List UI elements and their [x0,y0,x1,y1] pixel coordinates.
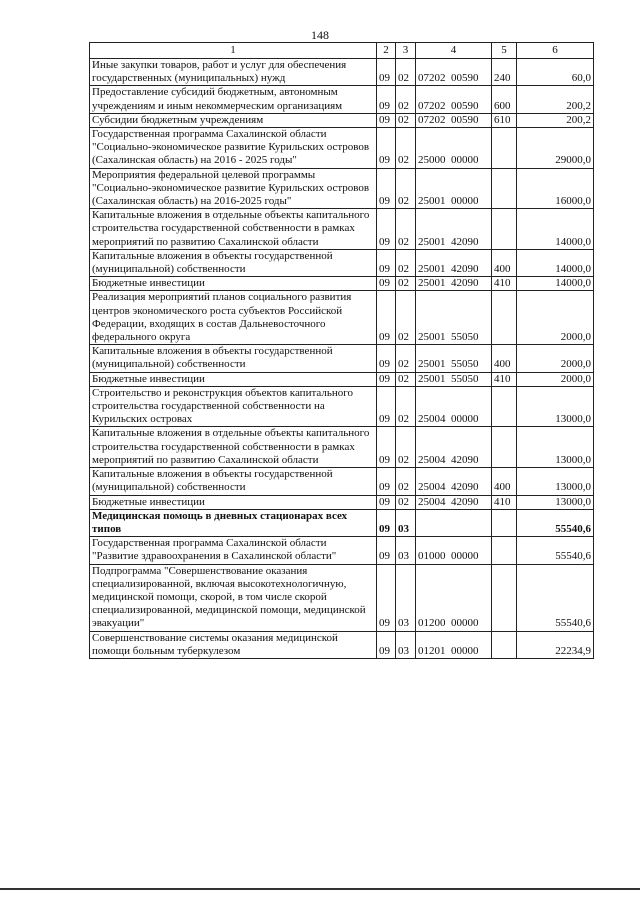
amount-cell: 2000,0 [517,345,594,372]
target-article-cell [416,509,492,536]
section-cell: 09 [377,372,396,386]
section-cell: 09 [377,509,396,536]
section-cell: 09 [377,209,396,250]
column-header: 5 [492,43,517,59]
page-number: 148 [311,28,329,42]
table-row [90,631,594,658]
section-cell: 09 [377,386,396,427]
row-name-cell: Бюджетные инвестиции [90,277,377,291]
section-cell: 09 [377,277,396,291]
table-row [90,345,594,372]
row-name-cell: Капитальные вложения в отдельные объекты капитального строительства государственной собственности в рамках мероприятий по развитию Сахалинской области [90,427,377,468]
expense-type-cell [492,509,517,536]
target-article-cell: 25001 00000 [416,168,492,209]
row-name-cell: Капитальные вложения в объекты государственной (муниципальной) собственности [90,249,377,276]
expense-type-cell [492,128,517,169]
target-article-cell: 07202 00590 [416,113,492,127]
subsection-cell: 02 [396,495,416,509]
row-name-cell: Реализация мероприятий планов социального развития центров экономического роста субъектов Российской Федерации, входящих в состав Дальневосточного федерального округа [90,291,377,345]
table-row [90,249,594,276]
table-row [90,537,594,564]
page-bottom-rule [0,888,640,890]
expense-type-cell: 410 [492,495,517,509]
row-name-cell: Иные закупки товаров, работ и услуг для обеспечения государственных (муниципальных) нужд [90,59,377,86]
table-row [90,59,594,86]
expense-type-cell: 410 [492,372,517,386]
section-cell: 09 [377,168,396,209]
subsection-cell: 03 [396,509,416,536]
expense-type-cell: 410 [492,277,517,291]
amount-cell: 29000,0 [517,128,594,169]
table-row [90,168,594,209]
amount-cell: 13000,0 [517,495,594,509]
table-row [90,128,594,169]
table-header-row [90,43,594,59]
table-row [90,468,594,495]
section-cell: 09 [377,537,396,564]
expense-type-cell [492,537,517,564]
column-header: 4 [416,43,492,59]
section-cell: 09 [377,86,396,113]
subsection-cell: 02 [396,113,416,127]
table-row [90,86,594,113]
section-cell: 09 [377,345,396,372]
expense-type-cell: 400 [492,249,517,276]
expense-type-cell [492,168,517,209]
target-article-cell: 07202 00590 [416,86,492,113]
target-article-cell: 25001 42090 [416,277,492,291]
target-article-cell: 25004 42090 [416,468,492,495]
expense-type-cell: 610 [492,113,517,127]
target-article-cell: 25001 42090 [416,249,492,276]
row-name-cell: Субсидии бюджетным учреждениям [90,113,377,127]
table-row [90,509,594,536]
subsection-cell: 02 [396,128,416,169]
expense-type-cell [492,209,517,250]
expense-type-cell [492,386,517,427]
amount-cell: 55540,6 [517,509,594,536]
row-name-cell: Мероприятия федеральной целевой программы "Социально-экономическое развитие Курильских островов (Сахалинская область) на 2016-2025 годы" [90,168,377,209]
row-name-cell: Бюджетные инвестиции [90,495,377,509]
expense-type-cell: 240 [492,59,517,86]
table-row [90,386,594,427]
amount-cell: 60,0 [517,59,594,86]
section-cell: 09 [377,427,396,468]
target-article-cell: 25001 42090 [416,209,492,250]
section-cell: 09 [377,128,396,169]
amount-cell: 2000,0 [517,372,594,386]
section-cell: 09 [377,249,396,276]
target-article-cell: 01201 00000 [416,631,492,658]
target-article-cell: 07202 00590 [416,59,492,86]
section-cell: 09 [377,495,396,509]
subsection-cell: 02 [396,59,416,86]
expense-type-cell [492,631,517,658]
subsection-cell: 02 [396,209,416,250]
column-header: 6 [517,43,594,59]
row-name-cell: Капитальные вложения в объекты государственной (муниципальной) собственности [90,468,377,495]
section-cell: 09 [377,291,396,345]
target-article-cell: 25001 55050 [416,345,492,372]
target-article-cell: 25004 00000 [416,386,492,427]
table-row [90,372,594,386]
row-name-cell: Капитальные вложения в объекты государственной (муниципальной) собственности [90,345,377,372]
expense-type-cell [492,291,517,345]
subsection-cell: 02 [396,427,416,468]
table-row [90,113,594,127]
subsection-cell: 02 [396,291,416,345]
row-name-cell: Совершенствование системы оказания медицинской помощи больным туберкулезом [90,631,377,658]
target-article-cell: 25001 55050 [416,372,492,386]
row-name-cell: Подпрограмма "Совершенствование оказания специализированной, включая высокотехнологичную, медицинской помощи, скорой, в том числе скорой специализированной, медицинской помощи, медицинской эвакуации" [90,564,377,631]
row-name-cell: Государственная программа Сахалинской области "Социально-экономическое развитие Курильских островов (Сахалинская область) на 2016 - 2025 годы" [90,128,377,169]
row-name-cell: Предоставление субсидий бюджетным, автономным учреждениям и иным некоммерческим организациям [90,86,377,113]
amount-cell: 13000,0 [517,468,594,495]
target-article-cell: 25004 42090 [416,427,492,468]
expense-type-cell: 600 [492,86,517,113]
target-article-cell: 01200 00000 [416,564,492,631]
subsection-cell: 02 [396,168,416,209]
section-cell: 09 [377,631,396,658]
amount-cell: 2000,0 [517,291,594,345]
section-cell: 09 [377,59,396,86]
subsection-cell: 02 [396,386,416,427]
row-name-cell: Бюджетные инвестиции [90,372,377,386]
row-name-cell: Медицинская помощь в дневных стационарах всех типов [90,509,377,536]
table-row [90,291,594,345]
column-header: 1 [90,43,377,59]
amount-cell: 200,2 [517,86,594,113]
target-article-cell: 25001 55050 [416,291,492,345]
subsection-cell: 03 [396,564,416,631]
expense-type-cell [492,564,517,631]
amount-cell: 14000,0 [517,209,594,250]
row-name-cell: Государственная программа Сахалинской области "Развитие здравоохранения в Сахалинской области" [90,537,377,564]
table-row [90,277,594,291]
subsection-cell: 02 [396,249,416,276]
subsection-cell: 03 [396,537,416,564]
column-header: 3 [396,43,416,59]
subsection-cell: 02 [396,468,416,495]
row-name-cell: Строительство и реконструкция объектов капитального строительства государственной собственности на Курильских островах [90,386,377,427]
expense-type-cell: 400 [492,468,517,495]
column-header: 2 [377,43,396,59]
amount-cell: 13000,0 [517,386,594,427]
section-cell: 09 [377,113,396,127]
subsection-cell: 03 [396,631,416,658]
table-row [90,209,594,250]
subsection-cell: 02 [396,345,416,372]
amount-cell: 14000,0 [517,277,594,291]
expense-type-cell [492,427,517,468]
table-row [90,427,594,468]
row-name-cell: Капитальные вложения в отдельные объекты капитального строительства государственной собственности в рамках мероприятий по развитию Сахалинской области [90,209,377,250]
budget-table [89,42,594,659]
section-cell: 09 [377,468,396,495]
subsection-cell: 02 [396,277,416,291]
target-article-cell: 25000 00000 [416,128,492,169]
subsection-cell: 02 [396,86,416,113]
section-cell: 09 [377,564,396,631]
table-row [90,495,594,509]
amount-cell: 22234,9 [517,631,594,658]
amount-cell: 200,2 [517,113,594,127]
target-article-cell: 01000 00000 [416,537,492,564]
table-row [90,564,594,631]
subsection-cell: 02 [396,372,416,386]
target-article-cell: 25004 42090 [416,495,492,509]
amount-cell: 16000,0 [517,168,594,209]
amount-cell: 55540,6 [517,537,594,564]
amount-cell: 55540,6 [517,564,594,631]
amount-cell: 13000,0 [517,427,594,468]
expense-type-cell: 400 [492,345,517,372]
amount-cell: 14000,0 [517,249,594,276]
